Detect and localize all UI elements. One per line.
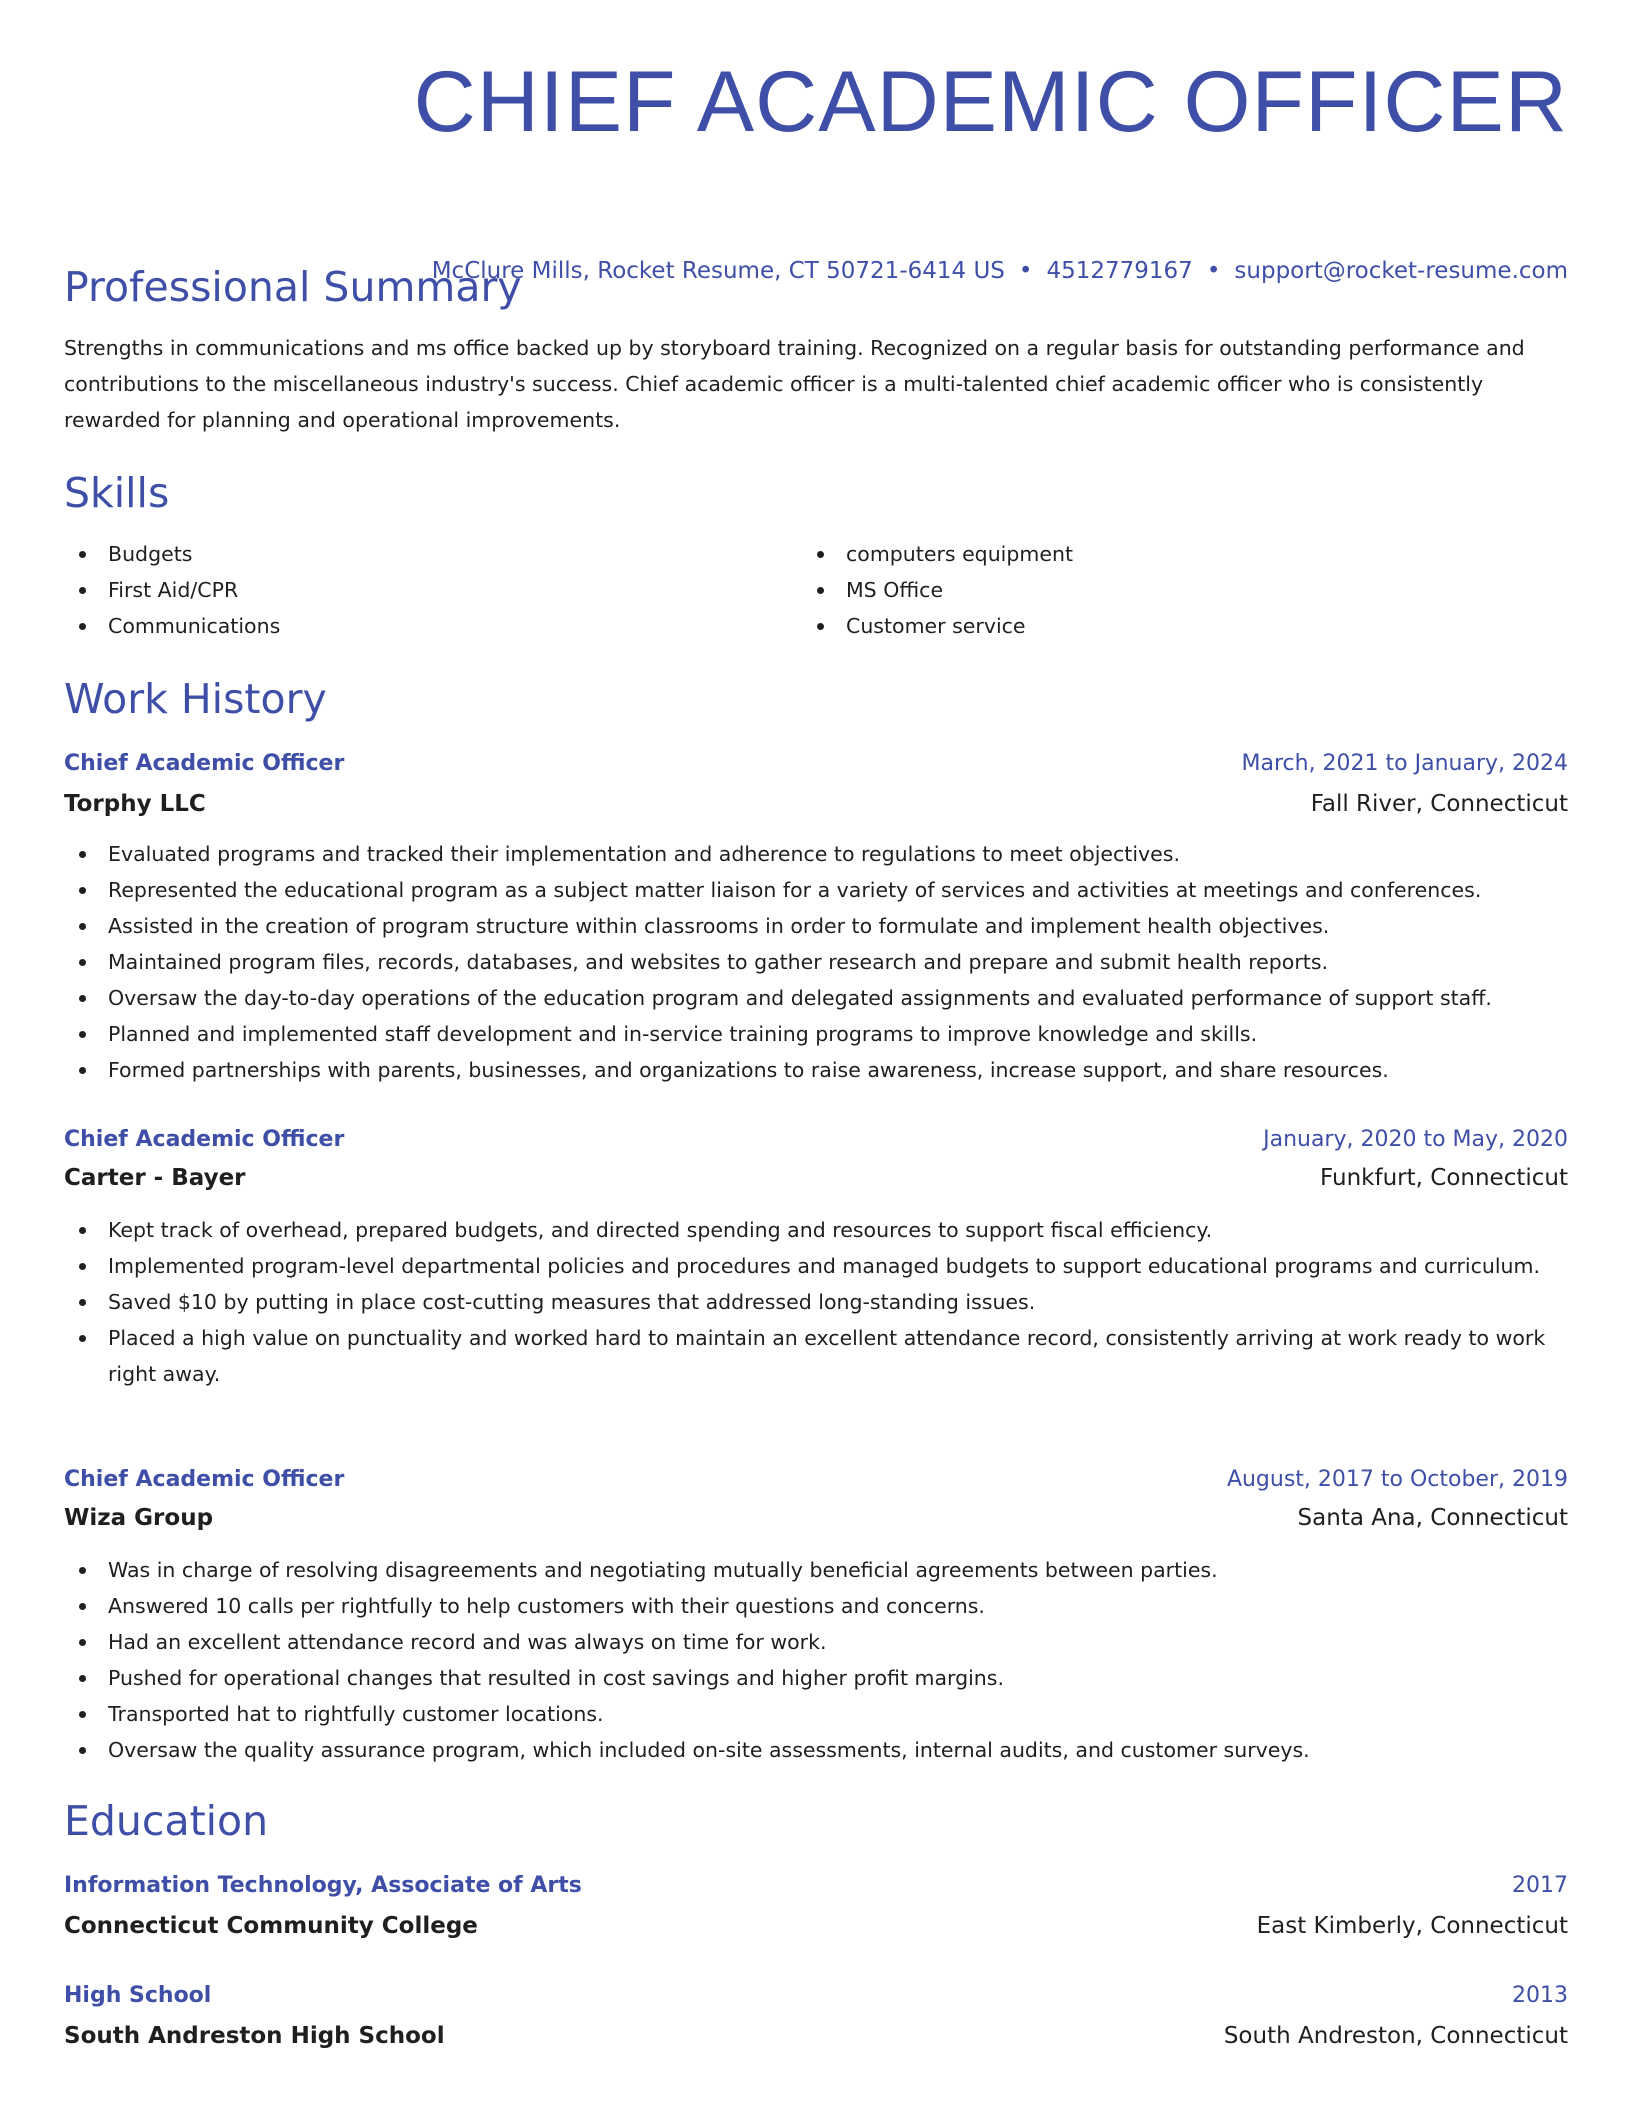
education-school: South Andreston High School — [64, 2023, 445, 2049]
job-bullet: Evaluated programs and tracked their implementation and adherence to regulations to meet objectives. — [64, 836, 1568, 872]
work-history-heading: Work History — [64, 675, 327, 723]
job-title: Chief Academic Officer — [64, 1467, 345, 1492]
contact-separator: • — [1206, 258, 1221, 284]
job-location: Fall River, Connecticut — [1310, 791, 1568, 817]
job-bullet: Transported hat to rightfully customer locations. — [64, 1696, 1568, 1732]
job-header — [64, 746, 1568, 782]
contact-phone: 4512779167 — [1046, 258, 1193, 284]
education-school: Connecticut Community College — [64, 1913, 478, 1939]
job-bullet: Formed partnerships with parents, businesses, and organizations to raise awareness, increase support, and share resources. — [64, 1052, 1568, 1088]
contact-line — [432, 254, 1568, 288]
job-bullet: Assisted in the creation of program structure within classrooms in order to formulate and implement health objectives. — [64, 908, 1568, 944]
job-dates: August, 2017 to October, 2019 — [1226, 1467, 1568, 1492]
job-bullet: Placed a high value on punctuality and worked hard to maintain an excellent attendance record, consistently arriving at work ready to work right away. — [64, 1320, 1568, 1392]
job-employer-row — [64, 1500, 1568, 1536]
job-location: Santa Ana, Connecticut — [1297, 1505, 1568, 1531]
job-bullet: Answered 10 calls per rightfully to help customers with their questions and concerns. — [64, 1588, 1568, 1624]
job-company: Wiza Group — [64, 1505, 214, 1531]
education-degree: Information Technology, Associate of Arts — [64, 1873, 582, 1898]
skills-column-right — [802, 536, 1540, 644]
education-school-row — [64, 2018, 1568, 2054]
education-heading: Education — [64, 1797, 269, 1845]
job-bullet: Implemented program-level departmental policies and procedures and managed budgets to support educational programs and curriculum. — [64, 1248, 1568, 1284]
job-company: Torphy LLC — [64, 791, 206, 817]
job-bullet: Oversaw the quality assurance program, which included on-site assessments, internal audits, and customer surveys. — [64, 1732, 1568, 1768]
education-year: 2017 — [1512, 1873, 1568, 1898]
education-year: 2013 — [1512, 1983, 1568, 2008]
skill-item: Customer service — [802, 608, 1540, 644]
job-bullet: Was in charge of resolving disagreements and negotiating mutually beneficial agreements between parties. — [64, 1552, 1568, 1588]
job-bullet: Saved $10 by putting in place cost-cutting measures that addressed long-standing issues. — [64, 1284, 1568, 1320]
contact-address: McClure Mills, Rocket Resume, CT 50721-6414 US — [431, 258, 1005, 284]
education-school-row — [64, 1908, 1568, 1944]
education-location: East Kimberly, Connecticut — [1256, 1913, 1568, 1939]
job-bullet: Oversaw the day-to-day operations of the education program and delegated assignments and evaluated performance of support staff. — [64, 980, 1568, 1016]
job-bullets — [64, 1552, 1568, 1768]
skill-item: MS Office — [802, 572, 1540, 608]
job-bullet: Planned and implemented staff development and in-service training programs to improve knowledge and skills. — [64, 1016, 1568, 1052]
job-bullet: Kept track of overhead, prepared budgets, and directed spending and resources to support fiscal efficiency. — [64, 1212, 1568, 1248]
skill-item: Communications — [64, 608, 802, 644]
contact-email: support@rocket-resume.com — [1234, 258, 1568, 284]
job-bullet: Had an excellent attendance record and was always on time for work. — [64, 1624, 1568, 1660]
skill-item: First Aid/CPR — [64, 572, 802, 608]
job-employer-row — [64, 1160, 1568, 1196]
skills-list — [64, 536, 1568, 644]
summary-text: Strengths in communications and ms office backed up by storyboard training. Recognized on a regular basis for outstanding performance and contributions to the miscellaneous industry's success. Chief academic officer is a multi-talented chief academic officer who is consistently rewarded for planning and operational improvements. — [64, 336, 1525, 432]
skill-item: Budgets — [64, 536, 802, 572]
summary-heading: Professional Summary — [64, 263, 522, 311]
job-header — [64, 1122, 1568, 1158]
job-bullet: Represented the educational program as a subject matter liaison for a variety of services and activities at meetings and conferences. — [64, 872, 1568, 908]
education-degree: High School — [64, 1983, 212, 2008]
skills-column-left — [64, 536, 802, 644]
job-company: Carter - Bayer — [64, 1165, 246, 1191]
job-bullets — [64, 1212, 1568, 1392]
job-employer-row — [64, 786, 1568, 822]
education-location: South Andreston, Connecticut — [1223, 2023, 1568, 2049]
skills-heading: Skills — [64, 469, 170, 517]
job-dates: January, 2020 to May, 2020 — [1263, 1127, 1568, 1152]
job-bullets — [64, 836, 1568, 1088]
job-title: Chief Academic Officer — [64, 751, 345, 776]
job-header — [64, 1462, 1568, 1498]
skill-item: computers equipment — [802, 536, 1540, 572]
job-title: Chief Academic Officer — [64, 1127, 345, 1152]
job-bullet: Pushed for operational changes that resulted in cost savings and higher profit margins. — [64, 1660, 1568, 1696]
resume-title: CHIEF ACADEMIC OFFICER — [413, 54, 1568, 150]
education-header — [64, 1978, 1568, 2014]
contact-separator: • — [1018, 258, 1033, 284]
job-location: Funkfurt, Connecticut — [1320, 1165, 1568, 1191]
job-bullet: Maintained program files, records, databases, and websites to gather research and prepare and submit health reports. — [64, 944, 1568, 980]
education-header — [64, 1868, 1568, 1904]
job-dates: March, 2021 to January, 2024 — [1241, 751, 1568, 776]
